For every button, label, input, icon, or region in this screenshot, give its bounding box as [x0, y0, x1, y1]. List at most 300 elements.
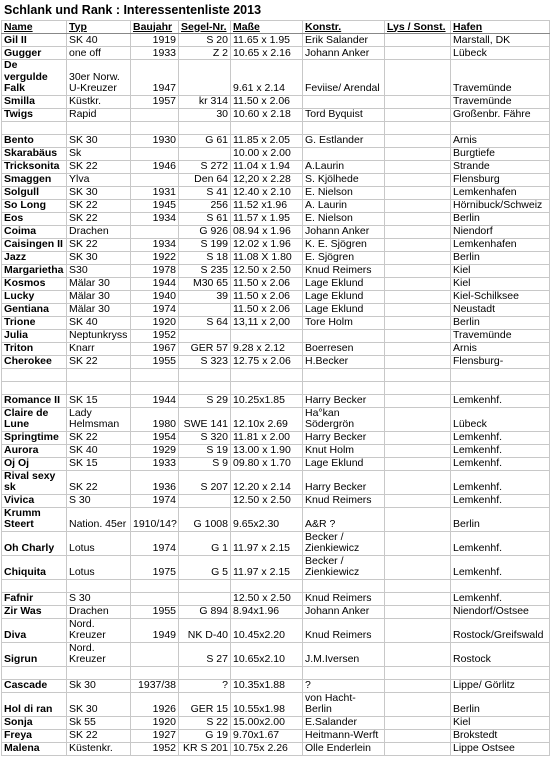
- cell-konstr[interactable]: Feviise/ Arendal: [303, 60, 385, 96]
- cell-hafen[interactable]: Berlin: [451, 251, 550, 264]
- cell-typ[interactable]: Lady Helmsman: [67, 407, 131, 431]
- cell-lys-sonst[interactable]: [385, 147, 451, 160]
- cell-hafen[interactable]: Berlin: [451, 212, 550, 225]
- cell-hafen[interactable]: Flensburg-: [451, 355, 550, 368]
- cell-typ[interactable]: SK 30: [67, 134, 131, 147]
- cell-lys-sonst[interactable]: [385, 212, 451, 225]
- cell-typ[interactable]: Nation. 45er: [67, 507, 131, 531]
- cell-baujahr[interactable]: [131, 147, 179, 160]
- cell-konstr[interactable]: E.Salander: [303, 716, 385, 729]
- cell-lys-sonst[interactable]: [385, 381, 451, 394]
- cell-typ[interactable]: SK 22: [67, 355, 131, 368]
- cell-konstr[interactable]: Lage Eklund: [303, 303, 385, 316]
- cell-lys-sonst[interactable]: [385, 679, 451, 692]
- cell-typ[interactable]: SK 22: [67, 199, 131, 212]
- cell-name[interactable]: Rival sexy sk: [2, 470, 67, 494]
- cell-masse[interactable]: 13.00 x 1.90: [231, 444, 303, 457]
- cell-name[interactable]: Diva: [2, 618, 67, 642]
- cell-masse[interactable]: [231, 368, 303, 381]
- cell-konstr[interactable]: Lage Eklund: [303, 290, 385, 303]
- cell-name[interactable]: Kosmos: [2, 277, 67, 290]
- cell-segel-nr[interactable]: G 1008: [179, 507, 231, 531]
- cell-name[interactable]: Springtime: [2, 431, 67, 444]
- cell-konstr[interactable]: Heitmann-Werft: [303, 729, 385, 742]
- cell-segel-nr[interactable]: GER 15: [179, 692, 231, 716]
- cell-name[interactable]: Triton: [2, 342, 67, 355]
- cell-typ[interactable]: SK 40: [67, 316, 131, 329]
- cell-name[interactable]: Twigs: [2, 108, 67, 121]
- cell-hafen[interactable]: Lemkenhafen: [451, 186, 550, 199]
- cell-konstr[interactable]: K. E. Sjögren: [303, 238, 385, 251]
- cell-typ[interactable]: [67, 666, 131, 679]
- cell-baujahr[interactable]: 1947: [131, 60, 179, 96]
- cell-hafen[interactable]: Niendorf: [451, 225, 550, 238]
- cell-segel-nr[interactable]: [179, 368, 231, 381]
- cell-name[interactable]: Sonja: [2, 716, 67, 729]
- cell-name[interactable]: Smaggen: [2, 173, 67, 186]
- cell-masse[interactable]: 12.02 x 1.96: [231, 238, 303, 251]
- cell-masse[interactable]: 11.97 x 2.15: [231, 531, 303, 555]
- cell-konstr[interactable]: [303, 368, 385, 381]
- cell-segel-nr[interactable]: S 64: [179, 316, 231, 329]
- cell-masse[interactable]: 12,20 x 2.28: [231, 173, 303, 186]
- cell-masse[interactable]: 11.50 x 2.06: [231, 95, 303, 108]
- cell-baujahr[interactable]: 1946: [131, 160, 179, 173]
- cell-name[interactable]: Krumm Steert: [2, 507, 67, 531]
- cell-masse[interactable]: 12.50 x 2.50: [231, 494, 303, 507]
- cell-masse[interactable]: 12.40 x 2.10: [231, 186, 303, 199]
- cell-typ[interactable]: Mälar 30: [67, 277, 131, 290]
- cell-name[interactable]: So Long: [2, 199, 67, 212]
- cell-segel-nr[interactable]: S 29: [179, 394, 231, 407]
- cell-name[interactable]: Vivica: [2, 494, 67, 507]
- cell-lys-sonst[interactable]: [385, 394, 451, 407]
- cell-konstr[interactable]: [303, 381, 385, 394]
- cell-konstr[interactable]: Lage Eklund: [303, 277, 385, 290]
- cell-baujahr[interactable]: 1934: [131, 238, 179, 251]
- cell-baujahr[interactable]: 1940: [131, 290, 179, 303]
- cell-hafen[interactable]: Berlin: [451, 692, 550, 716]
- cell-masse[interactable]: [231, 381, 303, 394]
- cell-segel-nr[interactable]: [179, 381, 231, 394]
- cell-lys-sonst[interactable]: [385, 716, 451, 729]
- cell-masse[interactable]: 11.50 x 2.06: [231, 303, 303, 316]
- cell-name[interactable]: [2, 666, 67, 679]
- column-header-lys-sonst[interactable]: Lys / Sonst.: [385, 21, 451, 34]
- cell-baujahr[interactable]: [131, 173, 179, 186]
- cell-name[interactable]: Bento: [2, 134, 67, 147]
- cell-lys-sonst[interactable]: [385, 316, 451, 329]
- cell-hafen[interactable]: Arnis: [451, 134, 550, 147]
- cell-name[interactable]: Cascade: [2, 679, 67, 692]
- cell-typ[interactable]: [67, 381, 131, 394]
- cell-segel-nr[interactable]: G 926: [179, 225, 231, 238]
- cell-name[interactable]: Jazz: [2, 251, 67, 264]
- cell-lys-sonst[interactable]: [385, 290, 451, 303]
- cell-baujahr[interactable]: 1957: [131, 95, 179, 108]
- cell-segel-nr[interactable]: ?: [179, 679, 231, 692]
- cell-lys-sonst[interactable]: [385, 642, 451, 666]
- cell-name[interactable]: Sigrun: [2, 642, 67, 666]
- cell-baujahr[interactable]: 1933: [131, 457, 179, 470]
- cell-name[interactable]: Romance II: [2, 394, 67, 407]
- cell-hafen[interactable]: [451, 381, 550, 394]
- cell-name[interactable]: [2, 579, 67, 592]
- cell-konstr[interactable]: Boerresen: [303, 342, 385, 355]
- cell-segel-nr[interactable]: G 5: [179, 555, 231, 579]
- cell-lys-sonst[interactable]: [385, 95, 451, 108]
- cell-baujahr[interactable]: 1920: [131, 316, 179, 329]
- cell-konstr[interactable]: Harry Becker: [303, 470, 385, 494]
- cell-konstr[interactable]: Knud Reimers: [303, 264, 385, 277]
- cell-baujahr[interactable]: [131, 368, 179, 381]
- cell-hafen[interactable]: Lübeck: [451, 47, 550, 60]
- cell-segel-nr[interactable]: M30 65: [179, 277, 231, 290]
- cell-typ[interactable]: Rapid: [67, 108, 131, 121]
- cell-segel-nr[interactable]: [179, 592, 231, 605]
- cell-konstr[interactable]: Johann Anker: [303, 605, 385, 618]
- cell-name[interactable]: Malena: [2, 742, 67, 755]
- cell-lys-sonst[interactable]: [385, 368, 451, 381]
- cell-masse[interactable]: 10.45x2.20: [231, 618, 303, 642]
- cell-masse[interactable]: 11.65 x 1.95: [231, 34, 303, 47]
- cell-typ[interactable]: Mälar 30: [67, 290, 131, 303]
- cell-baujahr[interactable]: 1980: [131, 407, 179, 431]
- cell-typ[interactable]: Drachen: [67, 605, 131, 618]
- cell-name[interactable]: Gentiana: [2, 303, 67, 316]
- cell-segel-nr[interactable]: [179, 579, 231, 592]
- cell-lys-sonst[interactable]: [385, 470, 451, 494]
- cell-konstr[interactable]: [303, 579, 385, 592]
- cell-hafen[interactable]: Lübeck: [451, 407, 550, 431]
- cell-segel-nr[interactable]: S 207: [179, 470, 231, 494]
- cell-typ[interactable]: Lotus: [67, 555, 131, 579]
- cell-lys-sonst[interactable]: [385, 579, 451, 592]
- cell-masse[interactable]: [231, 666, 303, 679]
- cell-lys-sonst[interactable]: [385, 173, 451, 186]
- cell-konstr[interactable]: [303, 95, 385, 108]
- cell-masse[interactable]: 10.25x1.85: [231, 394, 303, 407]
- cell-konstr[interactable]: G. Estlander: [303, 134, 385, 147]
- cell-lys-sonst[interactable]: [385, 342, 451, 355]
- cell-lys-sonst[interactable]: [385, 199, 451, 212]
- cell-hafen[interactable]: Lemkenhf.: [451, 444, 550, 457]
- cell-segel-nr[interactable]: S 272: [179, 160, 231, 173]
- cell-typ[interactable]: Nord. Kreuzer: [67, 618, 131, 642]
- cell-baujahr[interactable]: 1927: [131, 729, 179, 742]
- cell-konstr[interactable]: Knud Reimers: [303, 494, 385, 507]
- cell-masse[interactable]: 10.75x 2.26: [231, 742, 303, 755]
- cell-baujahr[interactable]: 1954: [131, 431, 179, 444]
- cell-baujahr[interactable]: 1929: [131, 444, 179, 457]
- cell-typ[interactable]: Drachen: [67, 225, 131, 238]
- cell-masse[interactable]: 11.57 x 1.95: [231, 212, 303, 225]
- cell-name[interactable]: De vergulde Falk: [2, 60, 67, 96]
- cell-lys-sonst[interactable]: [385, 457, 451, 470]
- cell-segel-nr[interactable]: S 41: [179, 186, 231, 199]
- cell-typ[interactable]: SK 22: [67, 431, 131, 444]
- cell-masse[interactable]: 10.65 x 2.16: [231, 47, 303, 60]
- cell-lys-sonst[interactable]: [385, 160, 451, 173]
- cell-hafen[interactable]: Berlin: [451, 316, 550, 329]
- cell-name[interactable]: [2, 121, 67, 134]
- cell-baujahr[interactable]: 1920: [131, 716, 179, 729]
- cell-lys-sonst[interactable]: [385, 303, 451, 316]
- cell-name[interactable]: Oj Oj: [2, 457, 67, 470]
- cell-name[interactable]: Oh Charly: [2, 531, 67, 555]
- cell-konstr[interactable]: Harry Becker: [303, 431, 385, 444]
- cell-hafen[interactable]: Hörnibuck/Schweiz: [451, 199, 550, 212]
- cell-typ[interactable]: Sk: [67, 147, 131, 160]
- cell-typ[interactable]: SK 22: [67, 160, 131, 173]
- cell-typ[interactable]: SK 22: [67, 212, 131, 225]
- cell-lys-sonst[interactable]: [385, 121, 451, 134]
- cell-name[interactable]: Gugger: [2, 47, 67, 60]
- cell-hafen[interactable]: Lemkenhf.: [451, 592, 550, 605]
- cell-baujahr[interactable]: [131, 381, 179, 394]
- cell-name[interactable]: Claire de Lune: [2, 407, 67, 431]
- cell-hafen[interactable]: Kiel: [451, 264, 550, 277]
- column-header-konstr[interactable]: Konstr.: [303, 21, 385, 34]
- cell-konstr[interactable]: Knud Reimers: [303, 592, 385, 605]
- cell-segel-nr[interactable]: [179, 303, 231, 316]
- cell-typ[interactable]: S 30: [67, 592, 131, 605]
- cell-hafen[interactable]: Travemünde: [451, 95, 550, 108]
- cell-konstr[interactable]: A.Laurin: [303, 160, 385, 173]
- cell-baujahr[interactable]: 1934: [131, 212, 179, 225]
- cell-segel-nr[interactable]: S 199: [179, 238, 231, 251]
- cell-typ[interactable]: [67, 579, 131, 592]
- cell-konstr[interactable]: E. Nielson: [303, 212, 385, 225]
- cell-typ[interactable]: SK 15: [67, 394, 131, 407]
- cell-lys-sonst[interactable]: [385, 605, 451, 618]
- cell-baujahr[interactable]: [131, 108, 179, 121]
- cell-baujahr[interactable]: [131, 592, 179, 605]
- cell-masse[interactable]: 11.08 X 1.80: [231, 251, 303, 264]
- cell-konstr[interactable]: Olle Enderlein: [303, 742, 385, 755]
- cell-lys-sonst[interactable]: [385, 431, 451, 444]
- cell-lys-sonst[interactable]: [385, 444, 451, 457]
- cell-baujahr[interactable]: [131, 579, 179, 592]
- cell-hafen[interactable]: Niendorf/Ostsee: [451, 605, 550, 618]
- cell-typ[interactable]: S 30: [67, 494, 131, 507]
- cell-hafen[interactable]: [451, 666, 550, 679]
- cell-segel-nr[interactable]: G 1: [179, 531, 231, 555]
- cell-masse[interactable]: 11.04 x 1.94: [231, 160, 303, 173]
- cell-masse[interactable]: 10.00 x 2.00: [231, 147, 303, 160]
- cell-segel-nr[interactable]: 39: [179, 290, 231, 303]
- cell-masse[interactable]: 11.85 x 2.05: [231, 134, 303, 147]
- cell-hafen[interactable]: Rostock: [451, 642, 550, 666]
- cell-masse[interactable]: 09.80 x 1.70: [231, 457, 303, 470]
- cell-masse[interactable]: 12.10x 2.69: [231, 407, 303, 431]
- cell-name[interactable]: Coima: [2, 225, 67, 238]
- cell-hafen[interactable]: Lemkenhf.: [451, 494, 550, 507]
- cell-name[interactable]: Fafnir: [2, 592, 67, 605]
- cell-lys-sonst[interactable]: [385, 618, 451, 642]
- cell-hafen[interactable]: Neustadt: [451, 303, 550, 316]
- cell-baujahr[interactable]: [131, 225, 179, 238]
- cell-hafen[interactable]: Kiel: [451, 277, 550, 290]
- cell-masse[interactable]: 10.60 x 2.18: [231, 108, 303, 121]
- cell-lys-sonst[interactable]: [385, 729, 451, 742]
- cell-name[interactable]: Trione: [2, 316, 67, 329]
- cell-masse[interactable]: 10.65x2.10: [231, 642, 303, 666]
- cell-hafen[interactable]: Lippe/ Görlitz: [451, 679, 550, 692]
- cell-typ[interactable]: SK 22: [67, 238, 131, 251]
- cell-typ[interactable]: SK 40: [67, 444, 131, 457]
- cell-baujahr[interactable]: 1931: [131, 186, 179, 199]
- cell-masse[interactable]: [231, 121, 303, 134]
- cell-lys-sonst[interactable]: [385, 238, 451, 251]
- cell-name[interactable]: Aurora: [2, 444, 67, 457]
- cell-baujahr[interactable]: 1944: [131, 277, 179, 290]
- cell-typ[interactable]: Sk 55: [67, 716, 131, 729]
- cell-segel-nr[interactable]: S 9: [179, 457, 231, 470]
- cell-konstr[interactable]: Tord Byquist: [303, 108, 385, 121]
- cell-typ[interactable]: SK 30: [67, 692, 131, 716]
- cell-konstr[interactable]: [303, 329, 385, 342]
- cell-konstr[interactable]: E. Nielson: [303, 186, 385, 199]
- cell-segel-nr[interactable]: G 19: [179, 729, 231, 742]
- cell-segel-nr[interactable]: [179, 666, 231, 679]
- cell-name[interactable]: Cherokee: [2, 355, 67, 368]
- cell-segel-nr[interactable]: S 22: [179, 716, 231, 729]
- cell-masse[interactable]: 11.81 x 2.00: [231, 431, 303, 444]
- column-header-hafen[interactable]: Hafen: [451, 21, 550, 34]
- cell-lys-sonst[interactable]: [385, 108, 451, 121]
- cell-lys-sonst[interactable]: [385, 264, 451, 277]
- cell-lys-sonst[interactable]: [385, 251, 451, 264]
- cell-name[interactable]: Eos: [2, 212, 67, 225]
- cell-typ[interactable]: Nord. Kreuzer: [67, 642, 131, 666]
- cell-name[interactable]: Tricksonita: [2, 160, 67, 173]
- cell-konstr[interactable]: [303, 147, 385, 160]
- cell-hafen[interactable]: Strande: [451, 160, 550, 173]
- cell-name[interactable]: [2, 381, 67, 394]
- cell-lys-sonst[interactable]: [385, 666, 451, 679]
- cell-typ[interactable]: SK 30: [67, 251, 131, 264]
- cell-hafen[interactable]: Berlin: [451, 507, 550, 531]
- cell-konstr[interactable]: Johann Anker: [303, 225, 385, 238]
- cell-lys-sonst[interactable]: [385, 329, 451, 342]
- cell-baujahr[interactable]: [131, 666, 179, 679]
- cell-segel-nr[interactable]: 30: [179, 108, 231, 121]
- cell-lys-sonst[interactable]: [385, 555, 451, 579]
- cell-hafen[interactable]: Großenbr. Fähre: [451, 108, 550, 121]
- cell-lys-sonst[interactable]: [385, 134, 451, 147]
- cell-name[interactable]: Zir Was: [2, 605, 67, 618]
- cell-name[interactable]: Lucky: [2, 290, 67, 303]
- cell-baujahr[interactable]: 1952: [131, 329, 179, 342]
- cell-segel-nr[interactable]: S 27: [179, 642, 231, 666]
- cell-masse[interactable]: [231, 579, 303, 592]
- cell-masse[interactable]: 9.70x1.67: [231, 729, 303, 742]
- cell-baujahr[interactable]: 1978: [131, 264, 179, 277]
- cell-baujahr[interactable]: 1910/14?: [131, 507, 179, 531]
- cell-segel-nr[interactable]: KR S 201: [179, 742, 231, 755]
- cell-segel-nr[interactable]: SWE 141: [179, 407, 231, 431]
- cell-baujahr[interactable]: 1922: [131, 251, 179, 264]
- cell-typ[interactable]: Neptunkryss: [67, 329, 131, 342]
- cell-baujahr[interactable]: 1937/38: [131, 679, 179, 692]
- cell-baujahr[interactable]: 1967: [131, 342, 179, 355]
- cell-typ[interactable]: Knarr: [67, 342, 131, 355]
- cell-baujahr[interactable]: 1949: [131, 618, 179, 642]
- cell-segel-nr[interactable]: kr 314: [179, 95, 231, 108]
- cell-hafen[interactable]: Marstall, DK: [451, 34, 550, 47]
- cell-masse[interactable]: 08.94 x 1.96: [231, 225, 303, 238]
- cell-segel-nr[interactable]: [179, 121, 231, 134]
- cell-typ[interactable]: SK 15: [67, 457, 131, 470]
- cell-hafen[interactable]: Lemkenhf.: [451, 431, 550, 444]
- cell-konstr[interactable]: Johann Anker: [303, 47, 385, 60]
- cell-typ[interactable]: Mälar 30: [67, 303, 131, 316]
- column-header-name[interactable]: Name: [2, 21, 67, 34]
- cell-segel-nr[interactable]: S 323: [179, 355, 231, 368]
- cell-hafen[interactable]: Travemünde: [451, 60, 550, 96]
- cell-konstr[interactable]: [303, 121, 385, 134]
- cell-segel-nr[interactable]: [179, 60, 231, 96]
- cell-typ[interactable]: SK 22: [67, 470, 131, 494]
- cell-masse[interactable]: 12.50 x 2.50: [231, 264, 303, 277]
- cell-baujahr[interactable]: 1974: [131, 494, 179, 507]
- cell-konstr[interactable]: A&R ?: [303, 507, 385, 531]
- cell-baujahr[interactable]: [131, 642, 179, 666]
- cell-name[interactable]: Caisingen II: [2, 238, 67, 251]
- cell-typ[interactable]: [67, 368, 131, 381]
- cell-konstr[interactable]: E. Sjögren: [303, 251, 385, 264]
- column-header-masse[interactable]: Maße: [231, 21, 303, 34]
- cell-baujahr[interactable]: 1936: [131, 470, 179, 494]
- cell-name[interactable]: Margarietha: [2, 264, 67, 277]
- cell-typ[interactable]: SK 40: [67, 34, 131, 47]
- cell-konstr[interactable]: A. Laurin: [303, 199, 385, 212]
- cell-name[interactable]: Hol di ran: [2, 692, 67, 716]
- cell-segel-nr[interactable]: G 61: [179, 134, 231, 147]
- cell-hafen[interactable]: [451, 121, 550, 134]
- cell-segel-nr[interactable]: 256: [179, 199, 231, 212]
- cell-konstr[interactable]: Lage Eklund: [303, 457, 385, 470]
- cell-baujahr[interactable]: 1974: [131, 303, 179, 316]
- cell-name[interactable]: Julia: [2, 329, 67, 342]
- cell-typ[interactable]: Küstenkr.: [67, 742, 131, 755]
- cell-typ[interactable]: Küstkr.: [67, 95, 131, 108]
- cell-konstr[interactable]: Becker / Zienkiewicz: [303, 555, 385, 579]
- cell-segel-nr[interactable]: GER 57: [179, 342, 231, 355]
- cell-lys-sonst[interactable]: [385, 407, 451, 431]
- cell-typ[interactable]: Lotus: [67, 531, 131, 555]
- cell-masse[interactable]: 9.65x2.30: [231, 507, 303, 531]
- cell-masse[interactable]: 8.94x1.96: [231, 605, 303, 618]
- cell-masse[interactable]: 9.61 x 2.14: [231, 60, 303, 96]
- cell-name[interactable]: Smilla: [2, 95, 67, 108]
- cell-segel-nr[interactable]: [179, 147, 231, 160]
- cell-hafen[interactable]: Lemkenhf.: [451, 555, 550, 579]
- cell-segel-nr[interactable]: S 20: [179, 34, 231, 47]
- cell-hafen[interactable]: [451, 368, 550, 381]
- cell-baujahr[interactable]: 1952: [131, 742, 179, 755]
- cell-hafen[interactable]: Lemkenhf.: [451, 470, 550, 494]
- cell-segel-nr[interactable]: S 18: [179, 251, 231, 264]
- cell-konstr[interactable]: ?: [303, 679, 385, 692]
- cell-masse[interactable]: 11.97 x 2.15: [231, 555, 303, 579]
- cell-typ[interactable]: SK 22: [67, 729, 131, 742]
- cell-masse[interactable]: 12.75 x 2.06: [231, 355, 303, 368]
- cell-hafen[interactable]: Lippe Ostsee: [451, 742, 550, 755]
- cell-baujahr[interactable]: 1919: [131, 34, 179, 47]
- cell-konstr[interactable]: J.M.Iversen: [303, 642, 385, 666]
